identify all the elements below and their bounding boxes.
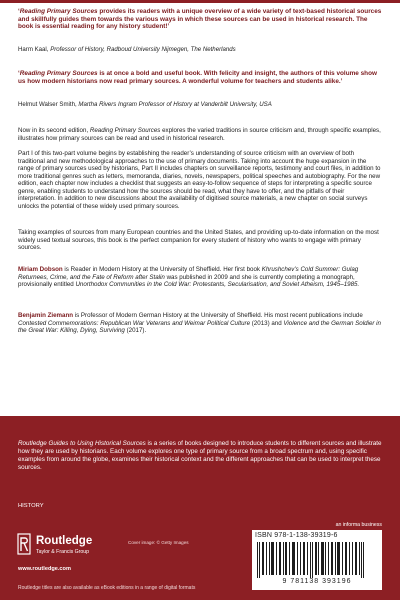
review-quote-2: ‘Reading Primary Sources is at once a bold and useful book. With felicity and insight, the authors of this volume show us how modern historians now read primary sources. A wonderful volume for teachers and students alike.’ <box>18 70 377 85</box>
isbn-label: ISBN 978-1-138-39319-6 <box>255 532 338 539</box>
publisher-name: Routledge <box>36 535 93 547</box>
publisher-url[interactable]: www.routledge.com <box>18 566 71 572</box>
top-border <box>0 0 400 3</box>
publisher-group: Taylor & Francis Group <box>36 549 90 555</box>
review-quote-1: ‘Reading Primary Sources provides its readers with a unique overview of a wide variety of text-based historical sources and skillfully guides them towards the various ways in which these sources can be used in historical research. The book is essential reading for any history student!’ <box>18 8 382 30</box>
description-paragraph-1: Now in its second edition, Reading Primary Sources explores the varied traditions in source criticism and, through specific examples, illustrates how primary sources can be read and used in historical research. <box>18 127 381 142</box>
ebook-note: Routledge titles are also available as eBook editions in a range of digital formats <box>18 585 196 591</box>
barcode-digits: 9 781138 393196 <box>282 578 352 585</box>
author-bio-dobson: Miriam Dobson is Reader in Modern History at the University of Sheffield. Her first book Khrushchev’s Cold Summer: Gulag Returnees, Crime, and the Fate of Reform after Stalin was published in 2009 and she is currently completing a monograph, provisionally entitled Unorthodox Communities in the Cold War: Protestants, Secularisation, and Soviet Atheism, 1945–1985. <box>18 266 360 288</box>
review-attribution-2: Helmut Walser Smith, Martha Rivers Ingram Professor of History at Vanderbilt University, USA <box>18 101 272 108</box>
description-paragraph-3: Taking examples of sources from many European countries and the United States, and providing up-to-date information on the most widely used textual sources, this book is the perfect companion for every student of history who wants to engage with primary sources. <box>18 229 379 251</box>
barcode-panel <box>252 530 382 590</box>
subject-category: HISTORY <box>18 503 44 509</box>
description-paragraph-2: Part I of this two-part volume begins by establishing the reader’s understanding of source criticism with an overview of both traditional and new methodological approaches to the use of primary documents. Taking into account the huge expansion in the range of primary sources used by historians, Part II includes chapters on surveillance reports, testimony and court files, in addition to more traditional genres such as letters, memoranda, diaries, novels, newspapers, political speeches and autobiography. For the new edition, each chapter now includes a checklist that suggests an easy-to-follow sequence of steps for interpreting a specific source genre, enabling students to understand how the sources should be read, what they have to offer, and the pitfalls of their interpretation. In addition to new discussions about the availability of digitised source materials, a new chapter on social surveys unlocks the potential of these widely used primary sources. <box>18 150 381 210</box>
barcode-icon <box>255 542 379 578</box>
cover-credit: Cover image: © Getty Images <box>128 540 189 545</box>
series-description: Routledge Guides to Using Historical Sources is a series of books designed to introduce students to different sources and illustrate how they are used by historians. Each volume explores one type of primary source from a broad spectrum and, using specific examples from around the globe, examines their historical context and the different approaches that can be used to interpret these sources. <box>18 440 382 471</box>
informa-tagline: an informa business <box>335 522 382 528</box>
review-attribution-1: Harm Kaal, Professor of History, Radboud University Nijmegen, The Netherlands <box>18 46 236 53</box>
author-bio-ziemann: Benjamin Ziemann is Professor of Modern German History at the University of Sheffield. His most recent publications include Contested Commemorations: Republican War Veterans and Weimar Political Culture (2013) and Violence and the German Soldier in the Great War: Killing, Dying, Surviving (2017). <box>18 312 381 334</box>
routledge-logo-icon <box>17 533 31 555</box>
